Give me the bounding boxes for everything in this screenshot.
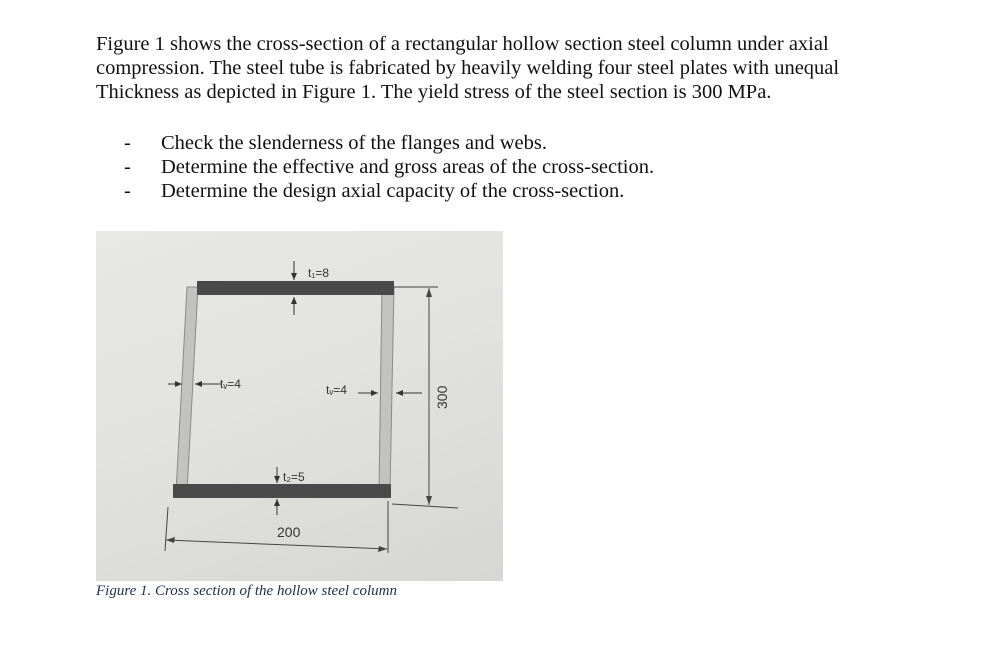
width-arrowhead-right (378, 546, 387, 552)
width-dimension-line (166, 540, 387, 549)
width-dimension-label: 200 (277, 524, 301, 540)
task-list (112, 131, 872, 203)
right-web-thickness-label: tᵥ=4 (326, 383, 347, 397)
task-text: Determine the design axial capacity of the cross-section. (161, 180, 625, 202)
intro-line-2: compression. The steel tube is fabricated by heavily welding four steel plates with unequal (96, 57, 840, 79)
left-web-thickness-label: tᵥ=4 (220, 377, 241, 391)
width-extension-left (165, 507, 168, 551)
task-item (112, 179, 872, 203)
task-item (112, 131, 872, 155)
top-flange-plate (197, 281, 394, 295)
task-text: Determine the effective and gross areas of the cross-section. (161, 156, 655, 178)
bottom-flange-plate (173, 484, 391, 498)
problem-intro (96, 32, 916, 104)
bullet-dash: - (124, 180, 131, 202)
top-flange-thickness-label: t₁=8 (308, 266, 330, 280)
task-text: Check the slenderness of the flanges and webs. (161, 132, 547, 154)
cross-section-drawing (96, 231, 503, 581)
intro-line-3: Thickness as depicted in Figure 1. The yield stress of the steel section is 300 MPa. (96, 81, 772, 103)
bullet-dash: - (124, 156, 131, 178)
right-web-plate (379, 287, 394, 492)
height-extension-bottom (392, 504, 458, 508)
left-web-plate (176, 287, 198, 492)
figure-caption: Figure 1. Cross section of the hollow steel column (96, 583, 397, 599)
bottom-flange-thickness-label: t₂=5 (283, 470, 305, 484)
height-dimension-label: 300 (434, 385, 450, 409)
height-arrowhead-bottom (426, 496, 432, 505)
height-arrowhead-top (426, 288, 432, 297)
task-item (112, 155, 872, 179)
intro-line-1: Figure 1 shows the cross-section of a rectangular hollow section steel column under axial (96, 33, 829, 55)
width-arrowhead-left (166, 537, 175, 543)
cross-section-figure (96, 231, 503, 581)
bullet-dash: - (124, 132, 131, 154)
